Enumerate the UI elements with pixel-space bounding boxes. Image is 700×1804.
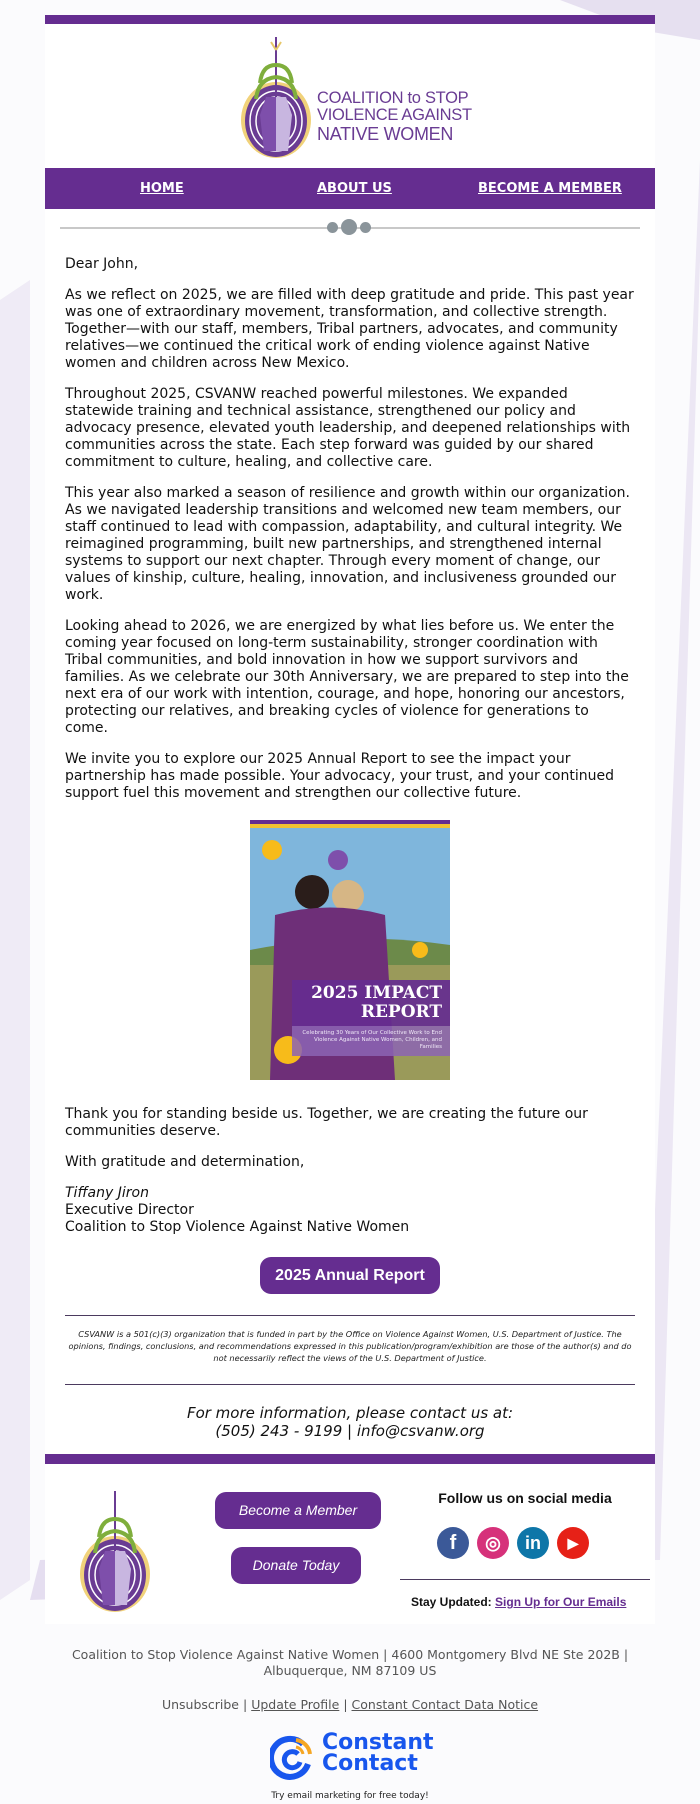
paragraph: Looking ahead to 2026, we are energized by what lies before us. We enter the coming year focused on long-term sustainability, stronger coordination with Tribal communities, and bold innovation in how we support survivors and families. As we celebrate our 30th Anniversary, we are prepared to step into the next era of our work with intention, courage, and hope, honoring our ancestors, protecting our relatives, and breaking cycles of violence for generations to come. <box>65 618 629 736</box>
paragraph: We invite you to explore our 2025 Annual Report to see the impact your partnership has made possible. Your advocacy, your trust, and your continued support fuel this movement and strengthen our collective future. <box>65 751 614 801</box>
unsubscribe-link[interactable]: Unsubscribe <box>161 1697 240 1712</box>
constant-contact-logo[interactable]: Constant Contact <box>270 1732 440 1782</box>
contact-details[interactable]: (505) 243 - 9199 | info@csvanw.org <box>215 1422 485 1440</box>
data-notice-link[interactable]: Constant Contact Data Notice <box>351 1697 539 1712</box>
cover-subtitle: Celebrating 30 Years of Our Collective Work to End Violence Against Native Women, Children, and Families <box>292 1026 450 1056</box>
signer-title: Executive Director <box>65 1202 194 1218</box>
separator: | <box>343 1697 348 1712</box>
top-nav <box>45 168 655 209</box>
email-header <box>45 15 655 247</box>
divider-dot <box>360 222 371 233</box>
separator: | <box>243 1697 248 1712</box>
donate-button[interactable]: Donate Today <box>231 1547 361 1584</box>
divider-dot <box>341 219 357 235</box>
csvanw-footer-logo <box>75 1489 155 1614</box>
impact-report-cover[interactable] <box>250 820 450 1080</box>
divider-line <box>65 1384 635 1385</box>
greeting: Dear John, <box>65 256 139 272</box>
signer-org: Coalition to Stop Violence Against Native Women <box>65 1219 410 1235</box>
contact-heading: For more information, please contact us at: <box>186 1404 514 1422</box>
email-card <box>45 15 655 1624</box>
update-profile-link[interactable]: Update Profile <box>251 1697 340 1712</box>
instagram-icon[interactable]: ◎ <box>477 1527 509 1559</box>
paragraph: This year also marked a season of resilience and growth within our organization. As we navigated leadership transitions and welcomed new team members, our staff continued to lead with compassion, adaptability, and cultural integrity. We reimagined programming, built new partnerships, and strengthened internal systems to support our next chapter. Through every moment of change, our values of kinship, culture, healing, innovation, and inclusiveness grounded our work. <box>65 485 630 603</box>
nav-home[interactable]: HOME <box>140 181 184 196</box>
org-name-wordmark: COALITION to STOP VIOLENCE AGAINST NATIVE WOMEN <box>317 89 472 144</box>
constant-contact-icon <box>270 1734 316 1780</box>
youtube-icon[interactable]: ▶ <box>557 1527 589 1559</box>
top-accent-bar <box>45 15 655 24</box>
divider-dot <box>327 222 338 233</box>
signoff: With gratitude and determination, <box>65 1154 305 1170</box>
nav-become-member[interactable]: BECOME A MEMBER <box>478 181 622 196</box>
divider-line <box>400 1579 650 1580</box>
letter-body <box>45 247 655 1440</box>
facebook-icon[interactable]: f <box>437 1527 469 1559</box>
linkedin-icon[interactable]: in <box>517 1527 549 1559</box>
social-heading: Follow us on social media <box>438 1490 612 1506</box>
paragraph: As we reflect on 2025, we are filled with deep gratitude and pride. This past year was one of extraordinary movement, transformation, and collective strength. Together—with our staff, members, Tribal partners, advocates, and community relatives—we continued the critical work of ending violence against Native women and children across New Mexico. <box>65 287 634 371</box>
stay-updated-label: Stay Updated: <box>411 1595 492 1609</box>
nav-about-us[interactable]: ABOUT US <box>317 181 392 196</box>
disclaimer: CSVANW is a 501(c)(3) organization that is funded in part by the Office on Violence Against Women, U.S. Department of Justice. The opinions, findings, conclusions, and recommendations expressed in this publication/program/exhibition are those of the author(s) and do not necessarily reflect the views of the U.S. Department of Justice. <box>68 1329 632 1363</box>
signer-name: Tiffany Jiron <box>65 1185 149 1201</box>
cover-title: 2025 IMPACT REPORT <box>292 980 450 1026</box>
signup-link[interactable]: Sign Up for Our Emails <box>495 1595 627 1609</box>
footer-accent-bar <box>45 1454 655 1464</box>
footer-block <box>45 1454 655 1624</box>
footer-links <box>0 1697 700 1713</box>
annual-report-button[interactable]: 2025 Annual Report <box>260 1257 440 1294</box>
become-member-button[interactable]: Become a Member <box>215 1492 381 1529</box>
paragraph: Throughout 2025, CSVANW reached powerful milestones. We expanded statewide training and technical assistance, strengthened our policy and advocacy presence, elevated youth leadership, and deepened relationships with communities across the state. Each step forward was guided by our shared commitment to culture, healing, and collective care. <box>65 386 631 470</box>
stay-updated <box>411 1595 626 1609</box>
closing-paragraph: Thank you for standing beside us. Together, we are creating the future our communities deserve. <box>65 1106 588 1139</box>
address-line: Albuquerque, NM 87109 US <box>263 1663 437 1678</box>
address-line: Coalition to Stop Violence Against Native Women | 4600 Montgomery Blvd NE Ste 202B | <box>71 1647 629 1662</box>
cc-tagline[interactable]: Try email marketing for free today! <box>271 1791 429 1801</box>
